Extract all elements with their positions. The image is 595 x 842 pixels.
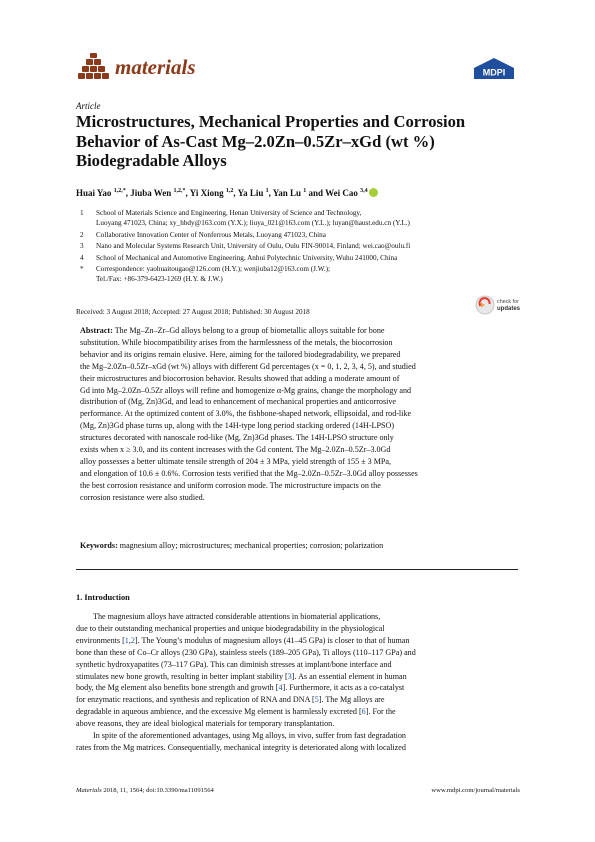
body-line: due to their outstanding mechanical properties and unique biodegradability in the physiological <box>76 623 385 633</box>
affiliation-line: Correspondence: yaohuaitougao@126.com (H.Y.); wenjiuba12@163.com (J.W.); <box>96 265 331 273</box>
abstract-line: structures decorated with nanoscale rod-like (Mg, Zn)3Gd phases. The 14H-LPSO structure only <box>80 433 394 443</box>
affiliation-mark: 4 <box>80 254 84 262</box>
mdpi-logo-text: MDPI <box>482 67 506 78</box>
author-sup: 1 <box>265 188 269 194</box>
body-line: synthetic hydroxyapatites (73–117 GPa). This can diminish stresses at implant/bone interface and <box>76 659 392 669</box>
footer-url[interactable]: www.mdpi.com/journal/materials <box>431 787 520 794</box>
footer-citation-text: 2018, 11, 1564; doi:10.3390/ma11091564 <box>103 787 214 794</box>
affiliation-line: Collaborative Innovation Center of Nonferrous Metals, Luoyang 471023, China <box>96 231 326 239</box>
author-name: Jiuba Wen <box>130 188 172 198</box>
abstract-line: distribution of (Mg, Zn)3Gd, and lead to enhancement of mechanical properties and anticorrosive <box>80 397 397 407</box>
footer-citation <box>76 787 214 794</box>
abstract-line: (Mg, Zn)3Gd phase turns up, along with the 14H-type long period stacking ordered (14H-LPSO) <box>80 421 395 431</box>
keywords-text: magnesium alloy; microstructures; mechanical properties; corrosion; polarization <box>119 541 384 550</box>
citation-link[interactable]: 5 <box>314 695 319 705</box>
author-name: Wei Cao <box>325 188 358 198</box>
affiliation-line: Luoyang 471023, China; xy_hbdy@163.com (Y.X.); liuya_021@163.com (Y.L.); luyan@haust.edu.cn (Y.L.) <box>96 219 410 227</box>
citation-link[interactable]: 1 <box>124 635 129 645</box>
abstract-line: alloy possesses a better ultimate tensile strength of 204 ± 3 MPa, yield strength of 155 ± 3 MPa, <box>80 456 392 466</box>
body-line: for enzymatic reactions, and synthesis and replication of RNA and DNA [5]. The Mg alloys are <box>76 695 385 705</box>
author-sup: 1,2,* <box>173 188 186 194</box>
affiliation-line: Tel./Fax: +86-379-6423-1269 (H.Y. & J.W.) <box>96 275 223 283</box>
footer-journal: Materials <box>76 787 102 794</box>
journal-logo-icon <box>76 53 110 81</box>
abstract-line: Gd into Mg–2.0Zn–0.5Zr alloys will refine and homogenize α-Mg grains, change the morphology and <box>80 385 412 395</box>
abstract-line: their microstructures and biocorrosion behavior. Results showed that adding a moderate amount of <box>80 373 400 383</box>
check-updates-text: check for <box>497 299 519 305</box>
affiliation-mark: 1 <box>80 209 84 217</box>
citation-link[interactable]: 2 <box>130 635 135 645</box>
article-type: Article <box>76 101 101 111</box>
author-sup: 1,2 <box>225 188 234 194</box>
keywords-label: Keywords: <box>80 541 118 550</box>
check-for-updates-badge[interactable] <box>475 292 525 318</box>
body-line: rates from the Mg matrices. Consequentially, mechanical integrity is deteriorated along with localized <box>76 742 406 752</box>
affiliation-line: School of Materials Science and Engineering, Henan University of Science and Technology, <box>96 209 362 217</box>
abstract-line: performance. At the optimized content of 3.0%, the fishbone-shaped network, ellipsoidal, and rod-like <box>80 409 412 419</box>
abstract-label: Abstract: <box>80 326 113 335</box>
body-paragraph <box>76 611 518 730</box>
abstract-line: the best corrosion resistance and uniform corrosion mode. The microstructure impacts on the <box>80 480 381 490</box>
author-sup: 3,4 <box>360 188 368 194</box>
title-line: Microstructures, Mechanical Properties and Corrosion <box>76 112 466 131</box>
section-heading: 1. Introduction <box>76 593 130 602</box>
abstract-line: exists when x ≥ 3.0, and its content increases with the Gd content. The Mg–2.0Zn–0.5Zr–3.0Gd <box>80 445 391 455</box>
introduction-body <box>76 611 518 754</box>
affiliation <box>80 208 525 228</box>
orcid-icon[interactable] <box>369 188 378 197</box>
keywords <box>80 541 520 550</box>
affiliation <box>80 241 525 251</box>
author-name: Yi Xiong <box>189 188 224 198</box>
author-sup: 1,2,* <box>113 188 126 194</box>
affiliation <box>80 264 525 284</box>
body-line: The magnesium alloys have attracted considerable attentions in biomaterial applications, <box>93 612 381 621</box>
affiliation-mark: 2 <box>80 231 84 239</box>
paper-title <box>76 112 526 171</box>
abstract <box>80 325 518 504</box>
citation-link[interactable]: 3 <box>287 671 292 681</box>
affiliation <box>80 230 525 240</box>
author-name: Huai Yao <box>76 188 112 198</box>
author-name: Yan Lu <box>272 188 302 198</box>
section-divider <box>76 569 518 570</box>
author-name: Ya Liu <box>237 188 264 198</box>
affiliation <box>80 253 525 263</box>
title-line: Biodegradable Alloys <box>76 151 227 170</box>
abstract-line: The Mg–Zn–Zr–Gd alloys belong to a group of biometallic alloys suitable for bone <box>114 326 385 335</box>
title-line: Behavior of As-Cast Mg–2.0Zn–0.5Zr–xGd (wt %) <box>76 131 435 151</box>
author-sup: 1 <box>303 188 307 194</box>
body-line: bone than these of Co–Cr alloys (230 GPa), stainless steels (189–205 GPa), Ti alloys (110–117 GPa) and <box>76 647 416 657</box>
body-line: body, the Mg element also benefits bone strength and growth [4]. Furthermore, it acts as a co-catalyst <box>76 683 405 693</box>
mdpi-logo-icon <box>472 57 516 81</box>
abstract-line: substitution. While biocompatibility arises from the harmlessness of the metals, the biocorrosion <box>80 337 393 347</box>
affiliation-line: School of Mechanical and Automotive Engineering, Anhui Polytechnic University, Wuhu 241000, China <box>96 254 398 262</box>
affiliation-mark: * <box>80 265 84 273</box>
body-line: environments [1,2]. The Young’s modulus of magnesium alloys (41–45 GPa) is closer to that of human <box>76 635 410 645</box>
body-line: above reasons, they are ideal biological materials for temporary transplantation. <box>76 719 335 729</box>
abstract-line: behavior and its origins remain elusive. Here, aiming for the tailored biodegradability, we prepared <box>80 349 401 359</box>
body-line: In spite of the aforementioned advantages, using Mg alloys, in vivo, suffer from fast degradation <box>93 731 406 741</box>
abstract-line: and elongation of 10.6 ± 0.6%. Corrosion tests verified that the Mg–2.0Zn–0.5Zr–3.0Gd alloy possesses <box>80 468 418 478</box>
check-updates-text: updates <box>497 306 521 312</box>
abstract-line: the Mg–2.0Zn–0.5Zr–xGd (wt %) alloys with different Gd percentages (x = 0, 1, 2, 3, 4, 5), and studied <box>80 361 416 371</box>
body-paragraph <box>76 730 518 754</box>
publication-dates: Received: 3 August 2018; Accepted: 27 August 2018; Published: 30 August 2018 <box>76 308 310 316</box>
body-line: stimulates new bone growth, resulting in better implant stability [3]. As an essential element in human <box>76 671 407 681</box>
citation-link[interactable]: 4 <box>278 683 283 693</box>
affiliation-line: Nano and Molecular Systems Research Unit, University of Oulu, Oulu FIN-90014, Finland; wei.cao@oulu.fi <box>96 242 411 250</box>
abstract-line: corrosion resistance were also studied. <box>80 492 205 502</box>
author-list: Huai Yao $^{1,2,*}$, Jiuba Wen $^{1,2,*}$, Yi Xiong $^{1,2}$, Ya Liu $^1$, Yan Lu $^1$ and Wei Cao $^{3,4}$ <box>76 188 378 198</box>
affiliation-mark: 3 <box>80 242 84 250</box>
body-line: degradable in aqueous ambience, and the excessive Mg element is harmlessly excreted [6]. For the <box>76 707 396 717</box>
citation-link[interactable]: 6 <box>361 707 366 717</box>
journal-name: materials <box>115 55 196 79</box>
